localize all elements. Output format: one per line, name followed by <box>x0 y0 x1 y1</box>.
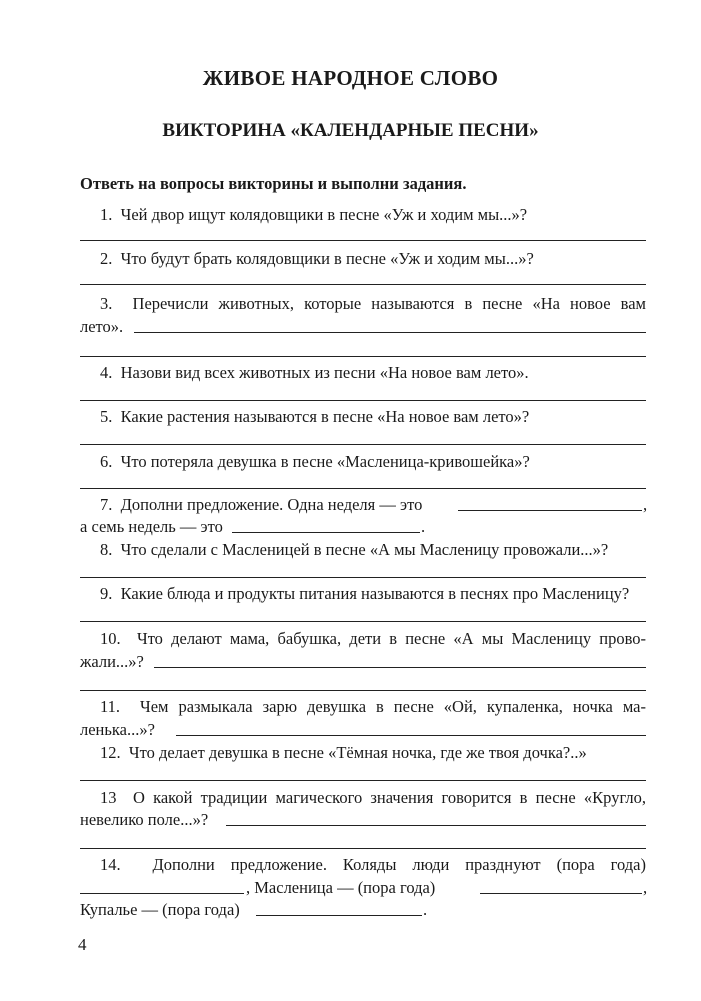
answer-line[interactable] <box>176 735 646 736</box>
question-10-continuation <box>80 651 144 673</box>
question-text: Назови вид всех животных из песни «На новое вам лето». <box>120 363 529 382</box>
question-13 <box>100 787 646 809</box>
section-title: ВИКТОРИНА «КАЛЕНДАРНЫЕ ПЕСНИ» <box>162 120 539 141</box>
question-text-cont: невелико поле...»? <box>80 810 209 829</box>
question-11 <box>100 696 646 718</box>
question-text: Чей двор ищут колядовщики в песне «Уж и ходим мы...»? <box>120 205 528 224</box>
question-4 <box>100 362 529 384</box>
answer-line[interactable] <box>80 444 646 445</box>
page-number: 4 <box>78 935 87 954</box>
comma: , <box>643 878 648 897</box>
answer-line[interactable] <box>154 667 646 668</box>
question-text: О какой традиции магического значения говорится в песне «Кругло, <box>132 788 646 807</box>
question-number: 5. <box>100 407 113 426</box>
question-text: Перечисли животных, которые называются в песне «На новое вам <box>132 294 646 313</box>
question-14 <box>100 854 646 876</box>
question-number: 13 <box>100 788 117 807</box>
answer-line[interactable] <box>80 848 646 849</box>
question-7 <box>100 494 422 516</box>
question-text: Чем размыкала зарю девушка в песне «Ой, купаленка, ночка ма- <box>139 697 646 716</box>
question-number: 12. <box>100 743 121 762</box>
question-text: Дополни предложение. Одна неделя — это <box>120 495 423 514</box>
answer-line[interactable] <box>80 284 646 285</box>
question-10 <box>100 628 646 650</box>
question-text-cont: жали...»? <box>80 652 144 671</box>
answer-blank[interactable] <box>480 893 642 894</box>
answer-blank[interactable] <box>256 915 422 916</box>
answer-line[interactable] <box>80 488 646 489</box>
page-title: ЖИВОЕ НАРОДНОЕ СЛОВО <box>202 66 499 90</box>
question-number: 6. <box>100 452 113 471</box>
answer-blank[interactable] <box>458 510 642 511</box>
answer-line[interactable] <box>80 621 646 622</box>
question-number: 8. <box>100 540 113 559</box>
question-number: 11. <box>100 697 121 716</box>
instruction: Ответь на вопросы викторины и выполни задания. <box>80 174 467 193</box>
answer-line[interactable] <box>80 780 646 781</box>
question-text: Что будут брать колядовщики в песне «Уж и ходим мы...»? <box>120 249 534 268</box>
question-text-cont: ленька...»? <box>80 720 155 739</box>
question-text: Что делают мама, бабушка, дети в песне «А мы Масленицу прово- <box>136 629 646 648</box>
question-12 <box>100 742 587 764</box>
question-5 <box>100 406 529 428</box>
question-number: 7. <box>100 495 113 514</box>
period: . <box>421 517 426 536</box>
question-9 <box>100 583 629 605</box>
answer-line[interactable] <box>80 690 646 691</box>
answer-line[interactable] <box>134 332 646 333</box>
question-8 <box>100 539 608 561</box>
question-13-continuation <box>80 809 208 831</box>
question-3 <box>100 293 646 315</box>
answer-blank[interactable] <box>80 893 244 894</box>
question-number: 14. <box>100 855 121 874</box>
question-2 <box>100 248 534 270</box>
question-text: Дополни предложение. Коляды люди празднуют (пора года) <box>152 855 646 874</box>
comma: , <box>643 495 648 514</box>
answer-line[interactable] <box>80 577 646 578</box>
question-number: 1. <box>100 205 113 224</box>
question-14-continuation-2 <box>80 899 240 921</box>
answer-line[interactable] <box>80 356 646 357</box>
question-14-continuation <box>246 877 435 899</box>
question-number: 4. <box>100 363 113 382</box>
question-number: 2. <box>100 249 113 268</box>
question-text: Какие блюда и продукты питания называются в песнях про Масленицу? <box>120 584 630 603</box>
question-text: Что делает девушка в песне «Тёмная ночка, где же твоя дочка?..» <box>128 743 587 762</box>
question-3-continuation <box>80 316 123 338</box>
question-text-cont: , Масленица — (пора года) <box>246 878 436 897</box>
question-text-cont: Купалье — (пора года) <box>80 900 240 919</box>
question-number: 3. <box>100 294 113 313</box>
question-text: Что потеряла девушка в песне «Масленица-кривошейка»? <box>120 452 530 471</box>
question-6 <box>100 451 530 473</box>
question-11-continuation <box>80 719 155 741</box>
question-number: 10. <box>100 629 121 648</box>
answer-line[interactable] <box>80 240 646 241</box>
question-7-continuation <box>80 516 223 538</box>
answer-line[interactable] <box>80 400 646 401</box>
question-text: Какие растения называются в песне «На новое вам лето»? <box>120 407 530 426</box>
question-1 <box>100 204 527 226</box>
period: . <box>423 900 428 919</box>
answer-blank[interactable] <box>232 532 420 533</box>
answer-line[interactable] <box>226 825 646 826</box>
question-text-cont: лето». <box>80 317 124 336</box>
question-text: Что сделали с Масленицей в песне «А мы Масленицу провожали...»? <box>120 540 609 559</box>
question-number: 9. <box>100 584 113 603</box>
question-text-cont: а семь недель — это <box>80 517 223 536</box>
